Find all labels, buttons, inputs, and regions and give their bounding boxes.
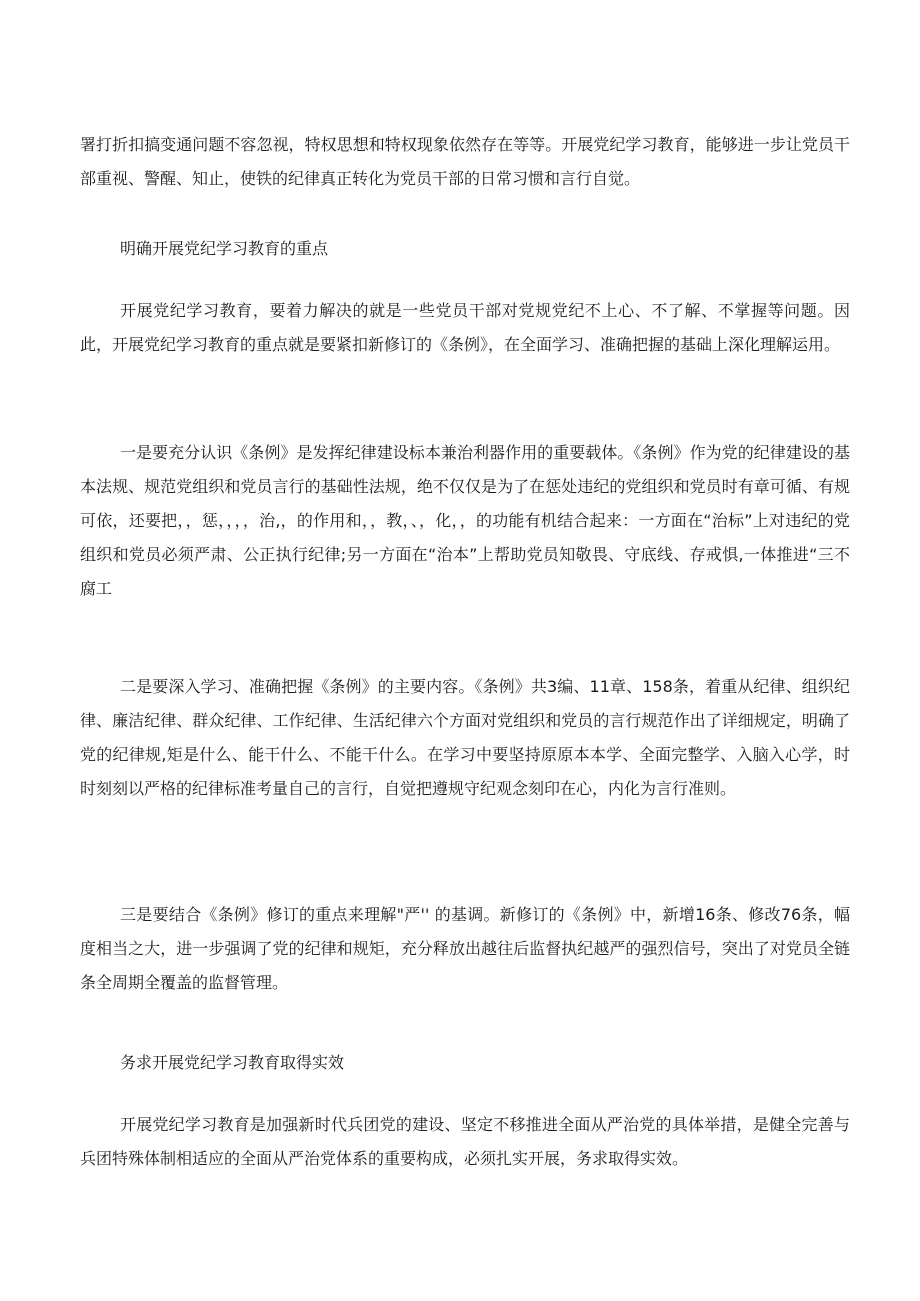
paragraph-5: 三是要结合《条例》修订的重点来理解"严'' 的基调。新修订的《条例》中，新增16条、修改76条，幅度相当之大，进一步强调了党的纪律和规矩，充分释放出越往后监督执纪越严的强烈信号，突出了对党员全链条全周期全覆盖的监督管理。 <box>80 905 850 992</box>
paragraph-4: 二是要深入学习、准确把握《条例》的主要内容。《条例》共3编、11章、158条，着重从纪律、组织纪律、廉洁纪律、群众纪律、工作纪律、生活纪律六个方面对党组织和党员的言行规范作出了详细规定，明确了党的纪律规,矩是什么、能干什么、不能干什么。在学习中要坚持原原本本学、全面完整学、入脑入心学，时时刻刻以严格的纪律标准考量自己的言行，自觉把遵规守纪观念刻印在心，内化为言行准则。 <box>80 677 850 798</box>
paragraph-2: 开展党纪学习教育，要着力解决的就是一些党员干部对党规党纪不上心、不了解、不掌握等问题。因此，开展党纪学习教育的重点就是要紧扣新修订的《条例》，在全面学习、准确把握的基础上深化理解运用。 <box>80 301 850 354</box>
section-heading-key-points: 明确开展党纪学习教育的重点 <box>120 239 329 258</box>
paragraph-1: 署打折扣搞变通问题不容忽视，特权思想和特权现象依然存在等等。开展党纪学习教育，能够进一步让党员干部重视、警醒、知止，使铁的纪律真正转化为党员干部的日常习惯和言行自觉。 <box>80 135 850 188</box>
paragraph-6: 开展党纪学习教育是加强新时代兵团党的建设、坚定不移推进全面从严治党的具体举措，是健全完善与兵团特殊体制相适应的全面从严治党体系的重要构成，必须扎实开展，务求取得实效。 <box>80 1115 850 1168</box>
section-heading-effectiveness: 务求开展党纪学习教育取得实效 <box>120 1053 345 1072</box>
paragraph-3: 一是要充分认识《条例》是发挥纪律建设标本兼治利器作用的重要载体。《条例》作为党的纪律建设的基本法规、规范党组织和党员言行的基础性法规，绝不仅仅是为了在惩处违纪的党组织和党员时有章可循、有规可依，还要把，，惩，，，，治,，的作用和，，教，、，化，，的功能有机结合起来：一方面在“治标”上对违纪的党组织和党员必须严肃、公正执行纪律;另一方面在“治本”上帮助党员知敬畏、守底线、存戒惧,一体推进“三不腐工 <box>80 443 850 598</box>
